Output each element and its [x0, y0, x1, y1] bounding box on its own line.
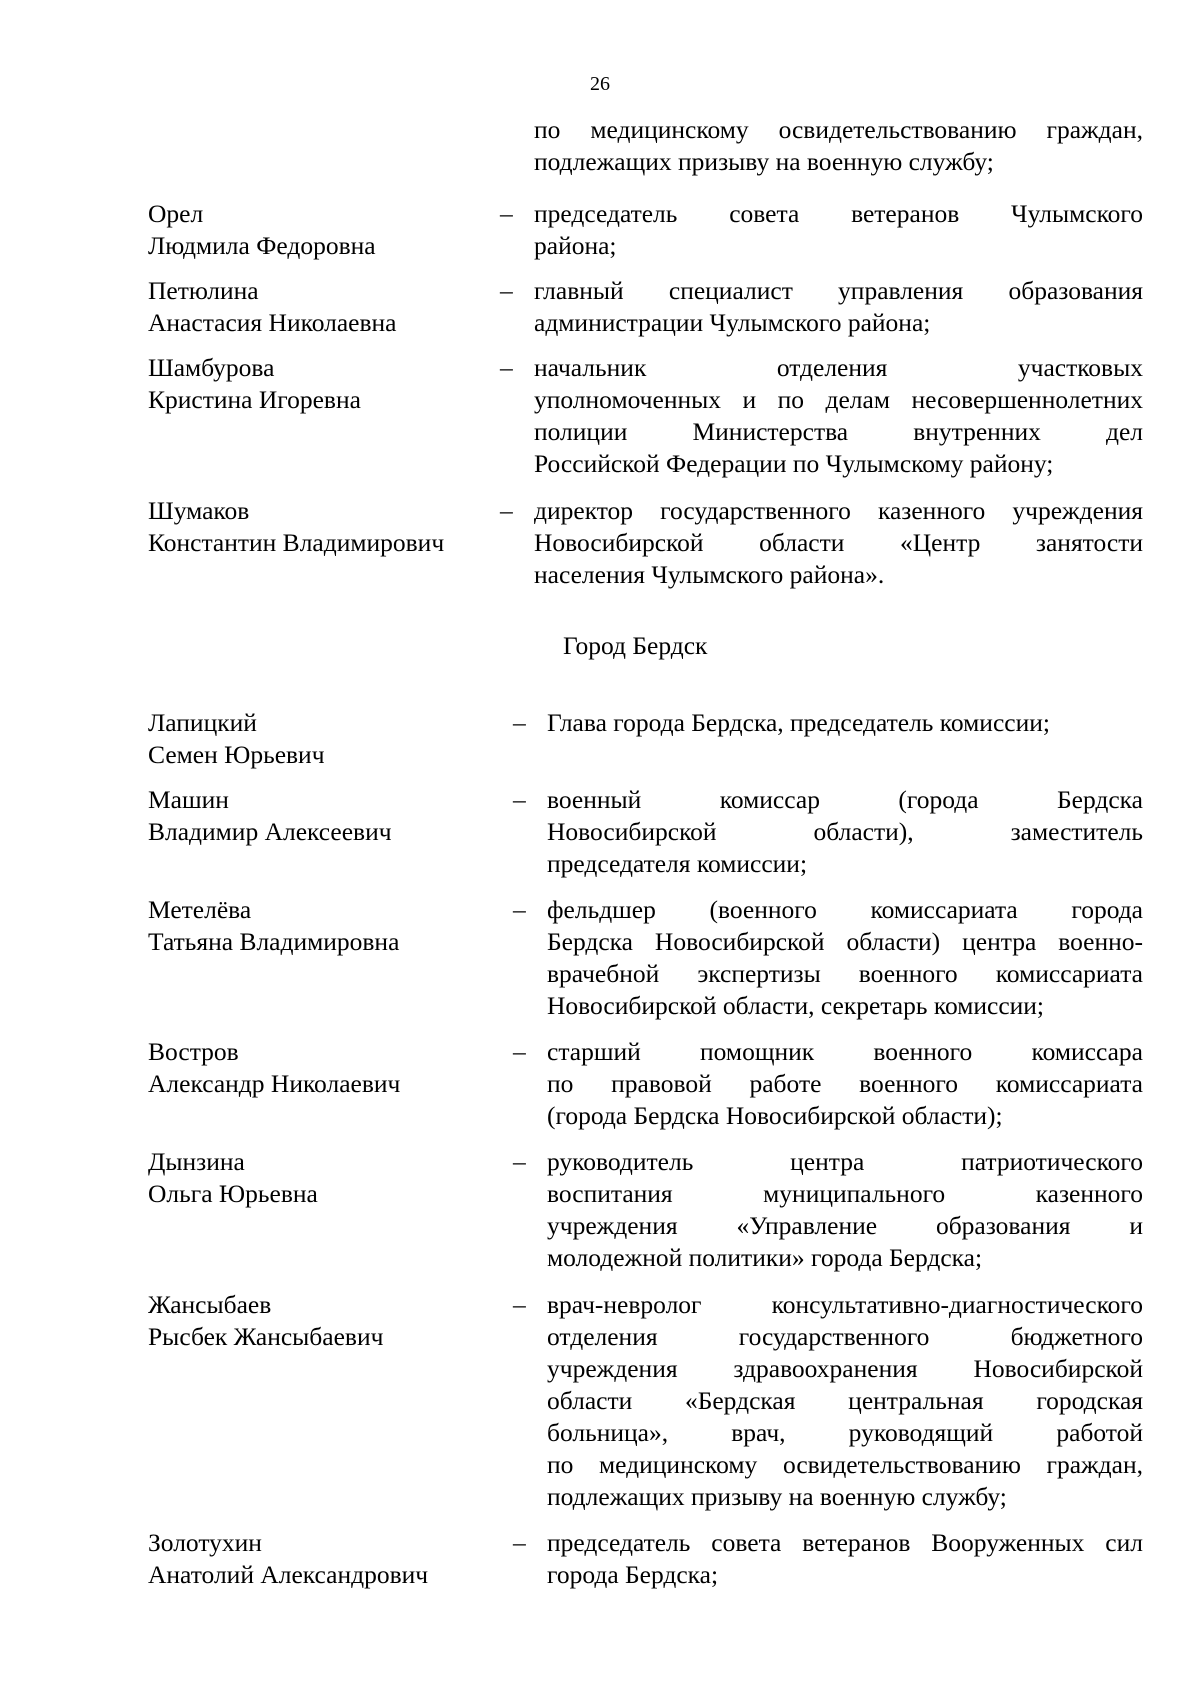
member-surname: Шамбурова [148, 353, 275, 382]
role-line: военный комиссар (города Бердска [547, 785, 1143, 814]
role-line: учреждения «Управление образования и [547, 1211, 1143, 1240]
member-surname: Петюлина [148, 276, 259, 305]
role-line: по правовой работе военного комиссариата [547, 1069, 1143, 1098]
dash-separator: – [500, 276, 513, 305]
dash-separator: – [500, 353, 513, 382]
role-line: отделения государственного бюджетного [547, 1322, 1143, 1351]
role-line: воспитания муниципального казенного [547, 1179, 1143, 1208]
role-line: учреждения здравоохранения Новосибирской [547, 1354, 1143, 1383]
member-name [148, 1036, 478, 1100]
member-surname: Орел [148, 199, 204, 228]
dash-separator: – [513, 708, 526, 737]
role-line: врачебной экспертизы военного комиссариата [547, 959, 1143, 988]
role-line: уполномоченных и по делам несовершеннолетних [534, 385, 1143, 414]
role-line: Глава города Бердска, председатель комиссии; [547, 708, 1050, 737]
member-given-name: Кристина Игоревна [148, 385, 361, 414]
member-surname: Лапицкий [148, 708, 257, 737]
member-surname: Востров [148, 1037, 239, 1066]
role-line: области «Бердская центральная городская [547, 1386, 1143, 1415]
member-given-name: Ольга Юрьевна [148, 1179, 318, 1208]
role-line: фельдшер (военного комиссариата города [547, 895, 1143, 924]
member-given-name: Людмила Федоровна [148, 231, 376, 260]
member-given-name: Семен Юрьевич [148, 740, 325, 769]
role-line: председатель совета ветеранов Чулымского [534, 199, 1143, 228]
dash-separator: – [500, 496, 513, 525]
role-line: полиции Министерства внутренних дел [534, 417, 1143, 446]
continuation-line: подлежащих призыву на военную службу; [534, 147, 994, 176]
role-line: старший помощник военного комиссара [547, 1037, 1143, 1066]
member-role [547, 894, 1143, 1022]
dash-separator: – [500, 199, 513, 228]
section-title: Город Бердск [563, 631, 708, 660]
member-name [148, 495, 478, 559]
member-surname: Дынзина [148, 1147, 245, 1176]
role-line: председатель совета ветеранов Вооруженных сил [547, 1528, 1143, 1557]
role-line: населения Чулымского района». [534, 560, 885, 589]
member-role [534, 352, 1143, 480]
role-line: по медицинскому освидетельствованию граждан, [547, 1450, 1143, 1479]
role-line: Новосибирской области, секретарь комиссии; [547, 991, 1045, 1020]
member-role [547, 1527, 1143, 1591]
member-role [547, 1036, 1143, 1132]
member-given-name: Анатолий Александрович [148, 1560, 429, 1589]
member-role [547, 784, 1143, 880]
member-role [547, 1289, 1143, 1513]
member-given-name: Анастасия Николаевна [148, 308, 397, 337]
member-surname: Машин [148, 785, 229, 814]
member-given-name: Александр Николаевич [148, 1069, 401, 1098]
role-line: начальник отделения участковых [534, 353, 1143, 382]
dash-separator: – [513, 1147, 526, 1176]
member-name [148, 198, 478, 262]
role-line: Бердска Новосибирской области) центра военно- [547, 927, 1143, 956]
member-given-name: Татьяна Владимировна [148, 927, 400, 956]
member-surname: Жансыбаев [148, 1290, 272, 1319]
role-line: Новосибирской области), заместитель [547, 817, 1143, 846]
member-given-name: Рысбек Жансыбаевич [148, 1322, 384, 1351]
role-line: города Бердска; [547, 1560, 719, 1589]
member-surname: Метелёва [148, 895, 252, 924]
dash-separator: – [513, 895, 526, 924]
member-role [547, 707, 1143, 739]
role-line: руководитель центра патриотического [547, 1147, 1143, 1176]
member-name [148, 784, 478, 848]
dash-separator: – [513, 1528, 526, 1557]
role-line: района; [534, 231, 617, 260]
continuation-line: по медицинскому освидетельствованию граждан, [534, 115, 1143, 144]
role-line: врач-невролог консультативно-диагностического [547, 1290, 1143, 1319]
member-name [148, 707, 478, 771]
role-line: администрации Чулымского района; [534, 308, 931, 337]
member-name [148, 1146, 478, 1210]
role-line: председателя комиссии; [547, 849, 808, 878]
role-line: молодежной политики» города Бердска; [547, 1243, 983, 1272]
member-given-name: Константин Владимирович [148, 528, 445, 557]
member-role [547, 1146, 1143, 1274]
role-line: Новосибирской области «Центр занятости [534, 528, 1143, 557]
member-name [148, 275, 478, 339]
role-line: Российской Федерации по Чулымскому району; [534, 449, 1054, 478]
member-role [534, 198, 1143, 262]
role-line: главный специалист управления образования [534, 276, 1143, 305]
dash-separator: – [513, 1290, 526, 1319]
member-role [534, 275, 1143, 339]
member-name [148, 352, 478, 416]
member-name [148, 1289, 478, 1353]
dash-separator: – [513, 1037, 526, 1066]
page-number: 26 [590, 73, 610, 95]
member-role [534, 495, 1143, 591]
role-line: директор государственного казенного учреждения [534, 496, 1143, 525]
member-surname: Золотухин [148, 1528, 262, 1557]
member-name [148, 1527, 478, 1591]
member-surname: Шумаков [148, 496, 250, 525]
role-line: больница», врач, руководящий работой [547, 1418, 1143, 1447]
continuation-text [534, 114, 1143, 178]
role-line: подлежащих призыву на военную службу; [547, 1482, 1007, 1511]
dash-separator: – [513, 785, 526, 814]
role-line: (города Бердска Новосибирской области); [547, 1101, 1003, 1130]
member-name [148, 894, 478, 958]
member-given-name: Владимир Алексеевич [148, 817, 392, 846]
